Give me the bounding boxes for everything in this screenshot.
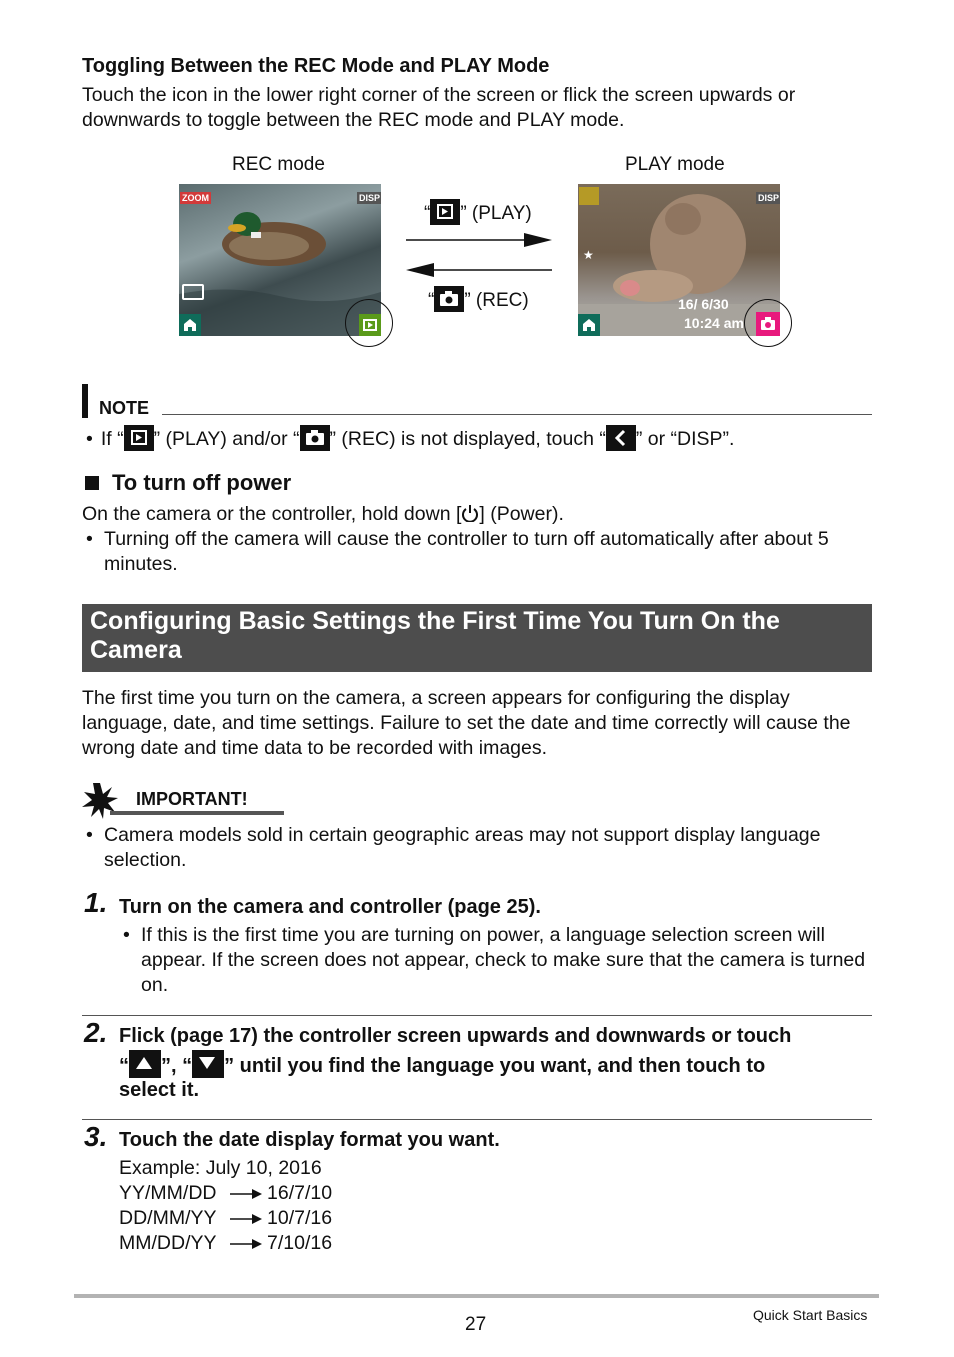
play-icon [124, 425, 154, 451]
date-format-label: MM/DD/YY [119, 1232, 217, 1254]
date-format-label: DD/MM/YY [119, 1207, 217, 1229]
date-example: Example: July 10, 2016 [119, 1157, 322, 1179]
step-1-text: Turn on the camera and controller (page 25). [119, 896, 541, 918]
play-arrow-caption [424, 199, 532, 225]
power-body-pre: On the camera or the controller, hold down [ [82, 503, 462, 525]
step-number: 3. [84, 1121, 108, 1152]
power-body-post: ] (Power). [479, 503, 564, 525]
step-1-bullet-dot: • [123, 924, 130, 946]
home-icon[interactable] [179, 314, 201, 336]
note-text-2: ” (PLAY) and/or “ [153, 428, 300, 450]
play-caption-text: ” (PLAY) [460, 203, 532, 224]
note-text-4: ” or “DISP”. [635, 428, 735, 450]
toggle-heading: Toggling Between the REC Mode and PLAY Mode [82, 55, 550, 77]
bullet-dot: • [86, 428, 93, 450]
important-bullet-dot: • [86, 824, 93, 846]
step-number: 2. [84, 1017, 108, 1048]
important-bullet: Camera models sold in certain geographic areas may not support display language selection. [104, 824, 821, 871]
step-number: 1. [84, 887, 108, 918]
play-mode-label: PLAY mode [625, 154, 725, 175]
page-number: 27 [465, 1314, 487, 1335]
date-format-value: 7/10/16 [267, 1232, 333, 1254]
step-2-text-b [119, 1050, 765, 1079]
rec-arrow-caption [428, 286, 529, 312]
open-quote: “ [428, 290, 435, 311]
square-bullet-icon [85, 476, 99, 490]
up-arrow-icon [129, 1050, 161, 1078]
rec-icon-highlight [744, 299, 792, 347]
open-quote: “ [424, 203, 431, 224]
step-2-text-a: Flick (page 17) the controller screen upwards and downwards or touch [119, 1025, 792, 1047]
footer-section: Quick Start Basics [753, 1307, 868, 1323]
power-bullet-dot: • [86, 528, 93, 550]
right-arrow-icon [230, 1213, 262, 1225]
power-heading: To turn off power [112, 470, 292, 495]
note-rule [162, 414, 872, 415]
footer-rule [74, 1294, 879, 1298]
disp-tag[interactable]: DISP [758, 193, 780, 203]
step-divider [82, 1119, 872, 1120]
home-icon[interactable] [578, 314, 600, 336]
grid-view-icon[interactable] [579, 187, 599, 205]
note-bar [82, 384, 88, 418]
note-text-1: If “ [100, 428, 124, 450]
right-arrow-icon [230, 1238, 262, 1250]
down-arrow-icon [192, 1050, 224, 1078]
zoom-tag[interactable]: ZOOM [182, 193, 209, 203]
play-icon [430, 199, 460, 225]
step-2-text-c: select it. [119, 1079, 200, 1101]
step-1-bullet: If this is the first time you are turning on power, a language selection screen will appear. If the screen does not appear, check to make sure that the camera is turned on. [141, 924, 866, 996]
power-bullet: Turning off the camera will cause the controller to turn off automatically after about 5 minutes. [104, 528, 829, 575]
toggle-body: Touch the icon in the lower right corner of the screen or flick the screen upwards or downwards to toggle between the REC mode and PLAY mode. [82, 84, 796, 131]
play-icon-highlight [345, 299, 393, 347]
important-rule [110, 811, 284, 815]
note-text-3: ” (REC) is not displayed, touch “ [329, 428, 606, 450]
quote-separator: ”, “ [161, 1055, 193, 1077]
step-divider [82, 1015, 872, 1016]
toggle-arrows [406, 230, 552, 280]
play-date: 16/ 6/30 [678, 296, 729, 312]
note-label: NOTE [99, 398, 150, 418]
important-label: IMPORTANT! [136, 789, 248, 809]
section-title: Configuring Basic Settings the First Time You Turn On the Camera [90, 607, 780, 664]
rec-mode-label: REC mode [232, 154, 325, 175]
date-format-label: YY/MM/DD [119, 1182, 217, 1204]
power-icon [461, 504, 479, 522]
step-2-text-b-tail: ” until you find the language you want, and then touch to [224, 1055, 766, 1077]
note-bullet [86, 425, 734, 452]
power-body [82, 502, 564, 527]
camera-icon [434, 286, 464, 312]
disp-tag[interactable]: DISP [359, 193, 381, 203]
date-format-value: 16/7/10 [267, 1182, 333, 1204]
date-format-value: 10/7/16 [267, 1207, 333, 1229]
open-quote: “ [119, 1055, 129, 1077]
rec-caption-text: ” (REC) [464, 290, 529, 311]
camera-icon [300, 425, 330, 451]
right-arrow-icon [230, 1188, 262, 1200]
section-intro: The first time you turn on the camera, a screen appears for configuring the display language, date, and time settings. Failure to set the date and time correctly will cause the wrong date and time data to be recorded with images. [82, 687, 851, 759]
section-header [82, 604, 872, 672]
favorite-icon[interactable]: ★ [583, 248, 594, 262]
camera-settings-icon[interactable] [182, 284, 204, 300]
back-chevron-icon [606, 425, 636, 451]
step-3-text: Touch the date display format you want. [119, 1129, 500, 1151]
play-time: 10:24 am [684, 315, 744, 331]
